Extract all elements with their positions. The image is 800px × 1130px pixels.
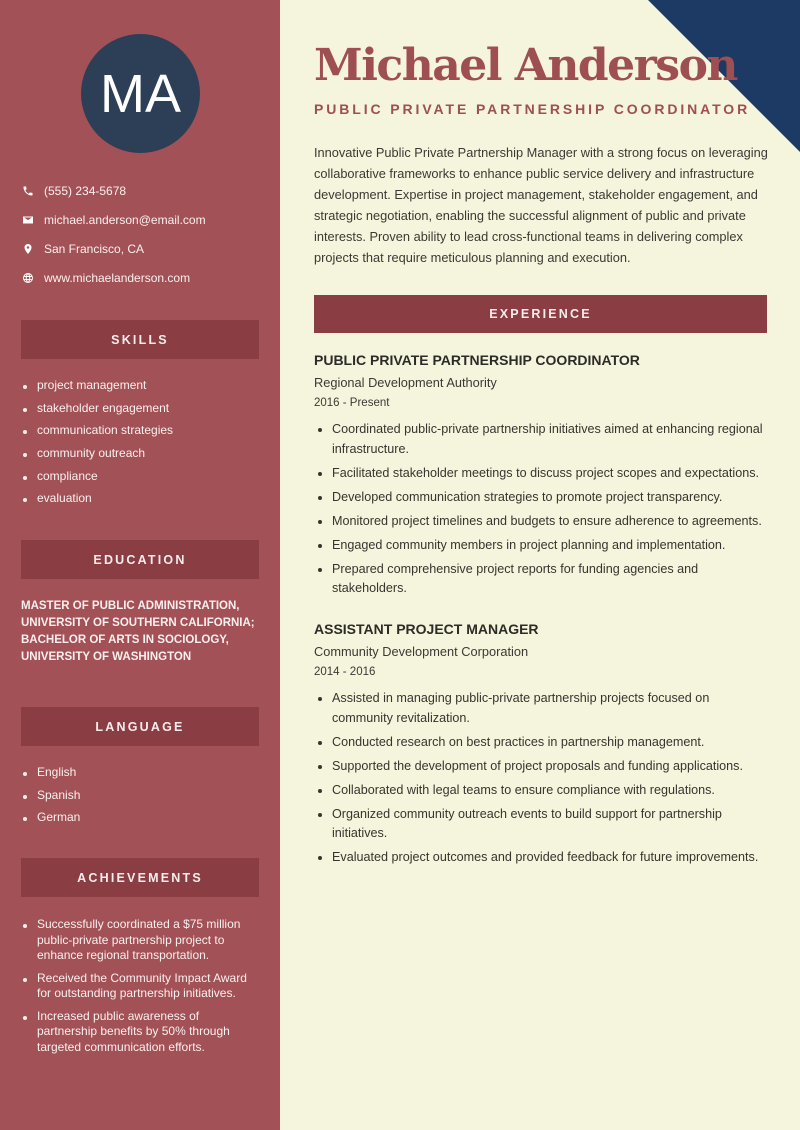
language-item: German xyxy=(21,810,261,825)
contact-list xyxy=(21,176,271,292)
globe-icon xyxy=(21,271,35,285)
education-heading xyxy=(21,540,259,579)
skill-item: stakeholder engagement xyxy=(21,401,261,416)
language-item: Spanish xyxy=(21,788,261,803)
achievements-heading xyxy=(21,858,259,897)
skill-item: compliance xyxy=(21,469,261,484)
contact-location xyxy=(21,234,271,263)
job-bullets xyxy=(314,420,770,599)
skills-list xyxy=(21,378,261,514)
job-entry xyxy=(314,351,770,603)
contact-email xyxy=(21,205,271,234)
skill-item: evaluation xyxy=(21,491,261,506)
job-bullet: Assisted in managing public-private partnership projects focused on community revitalization. xyxy=(314,689,770,728)
candidate-title: PUBLIC PRIVATE PARTNERSHIP COORDINATOR xyxy=(314,101,751,117)
skill-item: community outreach xyxy=(21,446,261,461)
avatar-initials: MA xyxy=(100,63,181,124)
education-text: MASTER OF PUBLIC ADMINISTRATION, UNIVERSITY OF SOUTHERN CALIFORNIA; BACHELOR OF ARTS IN SOCIOLOGY, UNIVERSITY OF WASHINGTON xyxy=(21,600,255,663)
website-text[interactable]: www.michaelanderson.com xyxy=(44,270,191,285)
language-heading xyxy=(21,707,259,746)
language-item: English xyxy=(21,765,261,780)
language-list xyxy=(21,765,261,833)
job-bullet: Coordinated public-private partnership initiatives aimed at enhancing regional infrastructure. xyxy=(314,420,770,459)
sidebar xyxy=(0,0,280,1130)
education-heading-label: EDUCATION xyxy=(93,552,187,567)
achievements-heading-label: ACHIEVEMENTS xyxy=(77,870,203,885)
job-bullets xyxy=(314,689,770,868)
job-bullet: Supported the development of project proposals and funding applications. xyxy=(314,757,770,777)
job-dates: 2014 - 2016 xyxy=(314,666,376,678)
phone-text: (555) 234-5678 xyxy=(44,183,127,198)
location-pin-icon xyxy=(21,242,35,256)
job-bullet: Conducted research on best practices in partnership management. xyxy=(314,733,770,753)
job-bullet: Prepared comprehensive project reports for funding agencies and stakeholders. xyxy=(314,560,770,599)
achievement-item: Increased public awareness of partnership benefits by 50% through targeted communication efforts. xyxy=(21,1009,249,1056)
job-bullet: Collaborated with legal teams to ensure compliance with regulations. xyxy=(314,781,770,801)
candidate-name: Michael Anderson xyxy=(314,40,737,91)
experience-heading-label: EXPERIENCE xyxy=(489,307,592,321)
job-entry xyxy=(314,620,770,872)
job-title: ASSISTANT PROJECT MANAGER xyxy=(314,621,539,637)
avatar xyxy=(81,34,200,153)
experience-heading xyxy=(314,295,767,333)
achievement-item: Successfully coordinated a $75 million public-private partnership project to enhance regional transportation. xyxy=(21,917,249,964)
skill-item: communication strategies xyxy=(21,423,261,438)
job-bullet: Facilitated stakeholder meetings to discuss project scopes and expectations. xyxy=(314,464,770,484)
job-title: PUBLIC PRIVATE PARTNERSHIP COORDINATOR xyxy=(314,352,640,368)
job-bullet: Organized community outreach events to build support for partnership initiatives. xyxy=(314,805,770,844)
job-company: Regional Development Authority xyxy=(314,375,497,390)
contact-website xyxy=(21,263,271,292)
location-text: San Francisco, CA xyxy=(44,241,145,256)
job-bullet: Developed communication strategies to promote project transparency. xyxy=(314,488,770,508)
contact-phone xyxy=(21,176,271,205)
job-dates: 2016 - Present xyxy=(314,397,390,409)
job-bullet: Evaluated project outcomes and provided feedback for future improvements. xyxy=(314,848,770,868)
skill-item: project management xyxy=(21,378,261,393)
job-company: Community Development Corporation xyxy=(314,644,529,659)
profile-summary: Innovative Public Private Partnership Manager with a strong focus on leveraging collaborative frameworks to enhance public service delivery and infrastructure development. Expertise in project management, stakeholder engagement, and strategic negotiation, enabling the successful alignment of public and private interests. Proven ability to lead cross-functional teams in delivering complex projects that require meticulous planning and execution. xyxy=(314,145,768,265)
skills-heading-label: SKILLS xyxy=(111,332,169,347)
language-heading-label: LANGUAGE xyxy=(95,719,185,734)
achievements-list xyxy=(21,917,249,1062)
email-icon xyxy=(21,213,35,227)
achievement-item: Received the Community Impact Award for outstanding partnership initiatives. xyxy=(21,971,249,1002)
phone-icon xyxy=(21,184,35,198)
job-bullet: Engaged community members in project planning and implementation. xyxy=(314,536,770,556)
job-bullet: Monitored project timelines and budgets to ensure adherence to agreements. xyxy=(314,512,770,532)
email-text[interactable]: michael.anderson@email.com xyxy=(44,212,206,227)
skills-heading xyxy=(21,320,259,359)
